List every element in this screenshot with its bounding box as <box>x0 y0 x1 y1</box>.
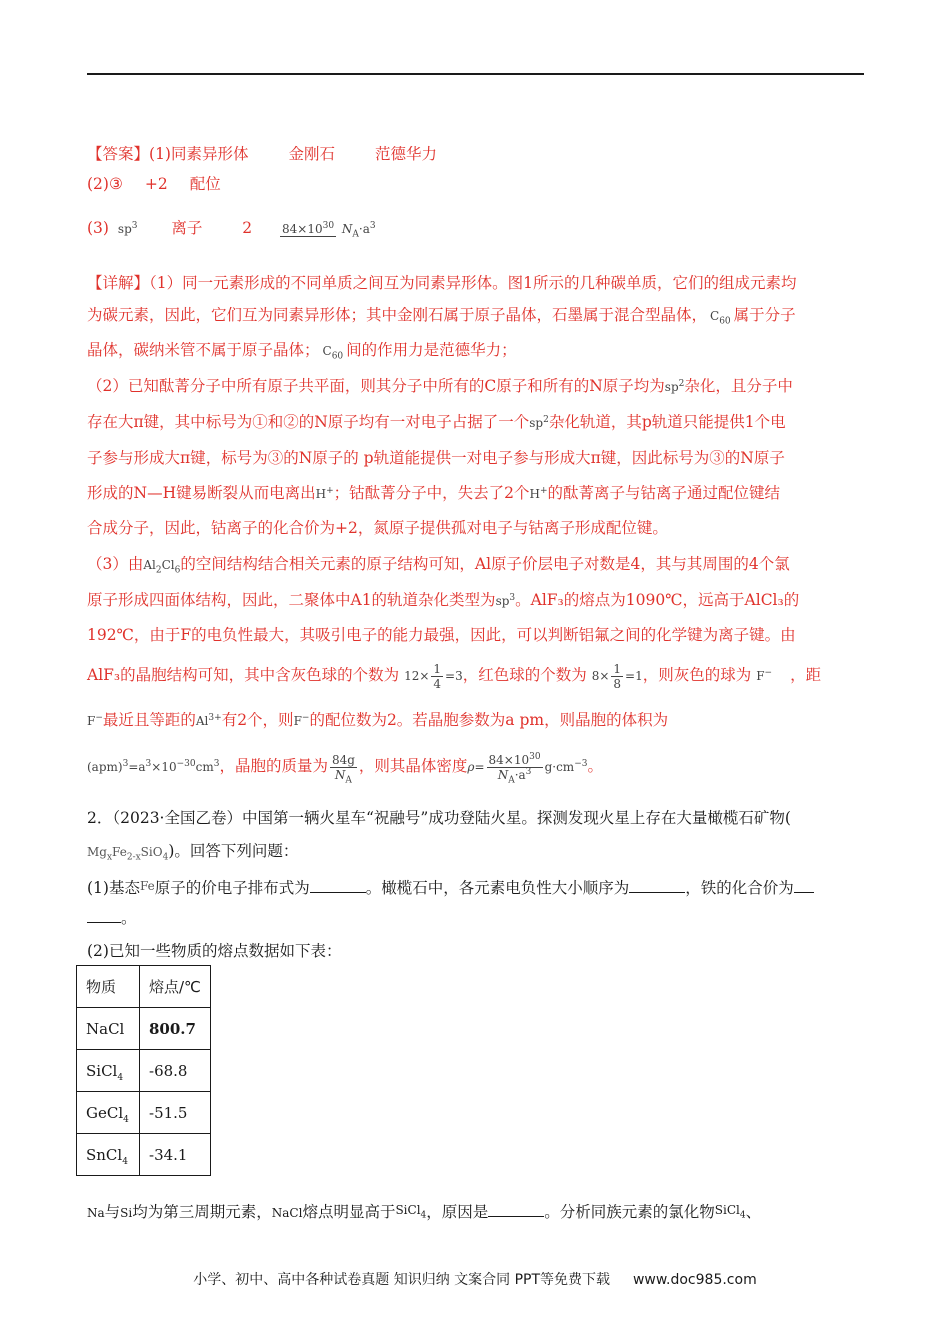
detail-tag: 【详解】 <box>87 274 150 292</box>
table-cell-substance: SnCl$_4$ <box>77 1134 140 1176</box>
answer-1-item-1: 同素异形体 <box>170 145 249 163</box>
footer-text: 小学、初中、高中各种试卷真题 知识归纳 文案合同 PPT等免费下载 <box>193 1272 611 1288</box>
detail-line-4: （2）已知酞菁分子中所有原子共平面，则其分子中所有的C原子和所有的N原子均为$sp^2$杂化，且分子中 <box>87 377 793 395</box>
answer-3-density-fraction: $84\times 10^{30}$ $N_A\cdot a^3$ <box>282 220 376 239</box>
detail-line-1: 【详解】（1）同一元素形成的不同单质之间互为同素异形体。图1所示的几种碳单质，它们的组成元素均 <box>87 274 797 292</box>
answer-part2-label: (2) <box>87 175 109 193</box>
table-cell-melting-point: -51.5 <box>140 1092 211 1134</box>
blank-iron-valence[interactable] <box>794 892 814 893</box>
detail-line-9: （3）由$Al_2Cl_6$的空间结构结合相关元素的原子结构可知，Al原子价层电子对数是4，其与其周围的4个氯 <box>87 555 790 576</box>
detail-line-8: 合成分子，因此，钴离子的化合价为+2，氮原子提供孤对电子与钴离子形成配位键。 <box>87 519 668 537</box>
table-header-melting-point: 熔点/℃ <box>140 966 211 1008</box>
table-cell-melting-point: 800.7 <box>140 1008 211 1050</box>
answer-part1-label: (1) <box>149 145 171 163</box>
question-line-3: (1)基态Fe原子的价电子排布式为 。橄榄石中，各元素电负性大小顺序为 ，铁的化合价为 <box>87 875 814 899</box>
answer-2-item-2: +2 <box>144 175 168 193</box>
table-cell-melting-point: -34.1 <box>140 1134 211 1176</box>
melting-point-table <box>76 965 211 1176</box>
answer-1-item-2: 金刚石 <box>288 145 336 163</box>
table-header-substance: 物质 <box>77 966 140 1008</box>
detail-line-14: $(apm)^3=a^3\times 10^{-30}cm^3$，晶胞的质量为 $\frac{84g}{N_A}$ ，则其晶体密度ρ= $\frac{84\times 10^{30}}{N_A\cdot a^3}$ $g\cdot cm^{-3}$。 <box>87 751 603 785</box>
answer-line-1 <box>87 143 437 165</box>
blank-valence-config[interactable] <box>310 892 366 893</box>
detail-line-7: 形成的N—H键易断裂从而电离出H+；钴酞菁分子中，失去了2个H+的酞菁离子与钴离子通过配位键结 <box>87 484 781 502</box>
answer-3-item-2: 2 <box>242 219 253 237</box>
table-row <box>77 1008 211 1050</box>
table-row <box>77 1092 211 1134</box>
answer-1-item-3: 范德华力 <box>375 145 438 163</box>
table-cell-substance: GeCl$_4$ <box>77 1092 140 1134</box>
answer-tag: 【答案】 <box>87 145 150 163</box>
question-line-2: $Mg_xFe_{2-x}SiO_4$)。回答下列问题： <box>87 842 299 863</box>
table-row <box>77 1050 211 1092</box>
detail-line-2: 为碳元素，因此，它们互为同素异形体；其中金刚石属于原子晶体，石墨属于混合型晶体， $C_{60}$ 属于分子 <box>87 306 796 327</box>
blank-reason[interactable] <box>488 1216 544 1217</box>
answer-part3-label: (3) <box>87 219 109 237</box>
question-line-6: Na与Si均为第三周期元素，NaCl熔点明显高于SiCl$_4$，原因是 。分析同族元素的氯化物SiCl$_4$、 <box>87 1203 762 1221</box>
question-line-1: 2．（2023·全国乙卷）中国第一辆火星车“祝融号”成功登陆火星。探测发现火星上存在大量橄榄石矿物( <box>87 809 791 827</box>
detail-line-13: F−最近且等距的$Al^{3+}$有2个，则F−的配位数为2。若晶胞参数为a pm，则晶胞的体积为 <box>87 711 669 729</box>
detail-line-10: 原子形成四面体结构，因此，二聚体中A1的轨道杂化类型为$sp^3$。AlF₃的熔点为1090℃，远高于AlCl₃的 <box>87 591 800 609</box>
answer-line-2 <box>87 173 221 195</box>
question-line-4: 。 <box>87 907 137 929</box>
detail-line-6: 子参与形成大π键，标号为③的N原子的 p轨道能提供一对电子参与形成大π键，因此标号为③的N原子 <box>87 449 785 467</box>
blank-electronegativity-order[interactable] <box>629 892 685 893</box>
answer-2-item-1: ③ <box>108 175 123 193</box>
table-header-row <box>77 966 211 1008</box>
footer <box>0 1269 950 1289</box>
detail-line-3: 晶体，碳纳米管不属于原子晶体； $C_{60}$ 间的作用力是范德华力； <box>87 341 517 362</box>
table-cell-melting-point: -68.8 <box>140 1050 211 1092</box>
footer-url-link[interactable]: www.doc985.com <box>632 1272 757 1288</box>
table-cell-substance: NaCl <box>77 1008 140 1050</box>
table-cell-substance: SiCl$_4$ <box>77 1050 140 1092</box>
detail-line-12: AlF₃的晶胞结构可知，其中含灰色球的个数为 12× $\frac{1}{4}$ =3，红色球的个数为 8× $\frac{1}{8}$ =1，则灰色的球为 F− ，距 <box>87 661 822 691</box>
olivine-formula: $Mg_xFe_{2-x}SiO_4$ <box>87 845 169 863</box>
answer-3-item-1: 离子 <box>171 219 203 237</box>
answer-line-3 <box>87 210 380 246</box>
answer-2-item-3: 配位 <box>189 175 221 193</box>
detail-line-5: 存在大π键，其中标号为①和②的N原子均有一对电子占据了一个$sp^2$杂化轨道，其p轨道只能提供1个电 <box>87 413 786 431</box>
question-line-5: (2)已知一些物质的熔点数据如下表： <box>87 942 342 960</box>
table-row <box>77 1134 211 1176</box>
answer-3-hybrid: $sp^3$ <box>117 221 138 236</box>
header-rule <box>87 73 864 75</box>
blank-iron-valence-cont[interactable] <box>87 922 121 923</box>
detail-line-11: 192℃，由于F的电负性最大，其吸引电子的能力最强，因此，可以判断铝氟之间的化学键为离子键。由 <box>87 626 796 644</box>
